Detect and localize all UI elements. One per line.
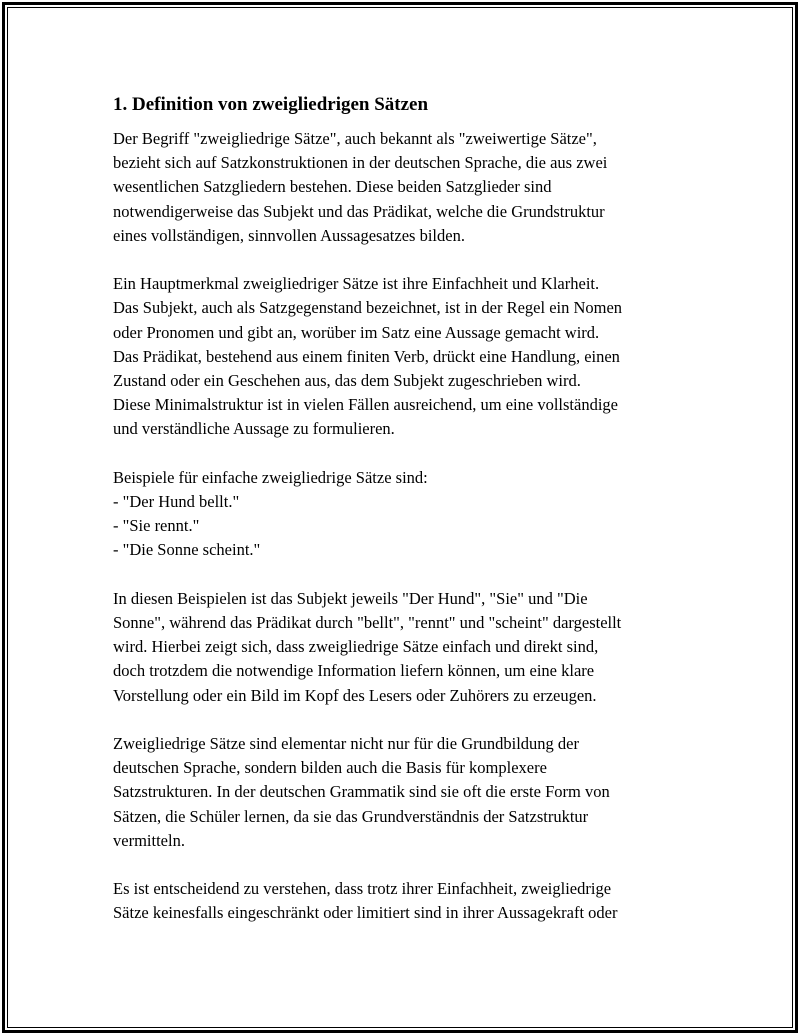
paragraph-example-analysis bbox=[113, 587, 703, 708]
text-line: Sätzen, die Schüler lernen, da sie das Grundverständnis der Satzstruktur bbox=[113, 806, 589, 826]
paragraph-main-feature bbox=[113, 272, 703, 441]
example-item: - "Sie rennt." bbox=[113, 516, 200, 536]
text-line: wird. Hierbei zeigt sich, dass zweigliedrige Sätze einfach und direkt sind, bbox=[113, 637, 599, 657]
paragraph-examples bbox=[113, 466, 703, 563]
example-item: - "Die Sonne scheint." bbox=[113, 540, 261, 560]
text-line: In diesen Beispielen ist das Subjekt jeweils "Der Hund", "Sie" und "Die bbox=[113, 588, 588, 608]
text-line: und verständliche Aussage zu formulieren. bbox=[113, 419, 395, 439]
text-line: vermitteln. bbox=[113, 830, 185, 850]
text-line: Ein Hauptmerkmal zweigliedriger Sätze ist ihre Einfachheit und Klarheit. bbox=[113, 274, 600, 294]
text-line: oder Pronomen und gibt an, worüber im Satz eine Aussage gemacht wird. bbox=[113, 322, 600, 342]
text-line: notwendigerweise das Subjekt und das Prädikat, welche die Grundstruktur bbox=[113, 201, 605, 221]
text-line: Das Subjekt, auch als Satzgegenstand bezeichnet, ist in der Regel ein Nomen bbox=[113, 298, 623, 318]
text-line: Diese Minimalstruktur ist in vielen Fällen ausreichend, um eine vollständige bbox=[113, 395, 618, 415]
document-body bbox=[113, 90, 703, 950]
paragraph-conclusion bbox=[113, 877, 703, 925]
text-line: Sätze keinesfalls eingeschränkt oder limitiert sind in ihrer Aussagekraft oder bbox=[113, 903, 618, 923]
example-item: - "Der Hund bellt." bbox=[113, 492, 240, 512]
text-line: Vorstellung oder ein Bild im Kopf des Lesers oder Zuhörers zu erzeugen. bbox=[113, 685, 597, 705]
text-line: Zweigliedrige Sätze sind elementar nicht nur für die Grundbildung der bbox=[113, 734, 579, 754]
text-line: deutschen Sprache, sondern bilden auch die Basis für komplexere bbox=[113, 758, 547, 778]
text-line: Es ist entscheidend zu verstehen, dass trotz ihrer Einfachheit, zweigliedrige bbox=[113, 879, 612, 899]
text-line: doch trotzdem die notwendige Information liefern können, um eine klare bbox=[113, 661, 595, 681]
text-line: Der Begriff "zweigliedrige Sätze", auch bekannt als "zweiwertige Sätze", bbox=[113, 129, 597, 148]
text-line: Satzstrukturen. In der deutschen Grammatik sind sie oft die erste Form von bbox=[113, 782, 610, 802]
text-line: Sonne", während das Prädikat durch "bellt", "rennt" und "scheint" dargestellt bbox=[113, 613, 622, 633]
text-line: bezieht sich auf Satzkonstruktionen in der deutschen Sprache, die aus zwei bbox=[113, 153, 608, 173]
text-line: Das Prädikat, bestehend aus einem finiten Verb, drückt eine Handlung, einen bbox=[113, 346, 620, 366]
paragraph-elementary bbox=[113, 732, 703, 853]
text-line: Zustand oder ein Geschehen aus, das dem Subjekt zugeschrieben wird. bbox=[113, 371, 581, 391]
section-heading: 1. Definition von zweigliedrigen Sätzen bbox=[113, 94, 429, 115]
paragraph-definition bbox=[113, 127, 703, 248]
text-line: Beispiele für einfache zweigliedrige Sätze sind: bbox=[113, 467, 428, 487]
text-line: eines vollständigen, sinnvollen Aussagesatzes bilden. bbox=[113, 225, 465, 245]
text-line: wesentlichen Satzgliedern bestehen. Diese beiden Satzglieder sind bbox=[113, 177, 552, 197]
